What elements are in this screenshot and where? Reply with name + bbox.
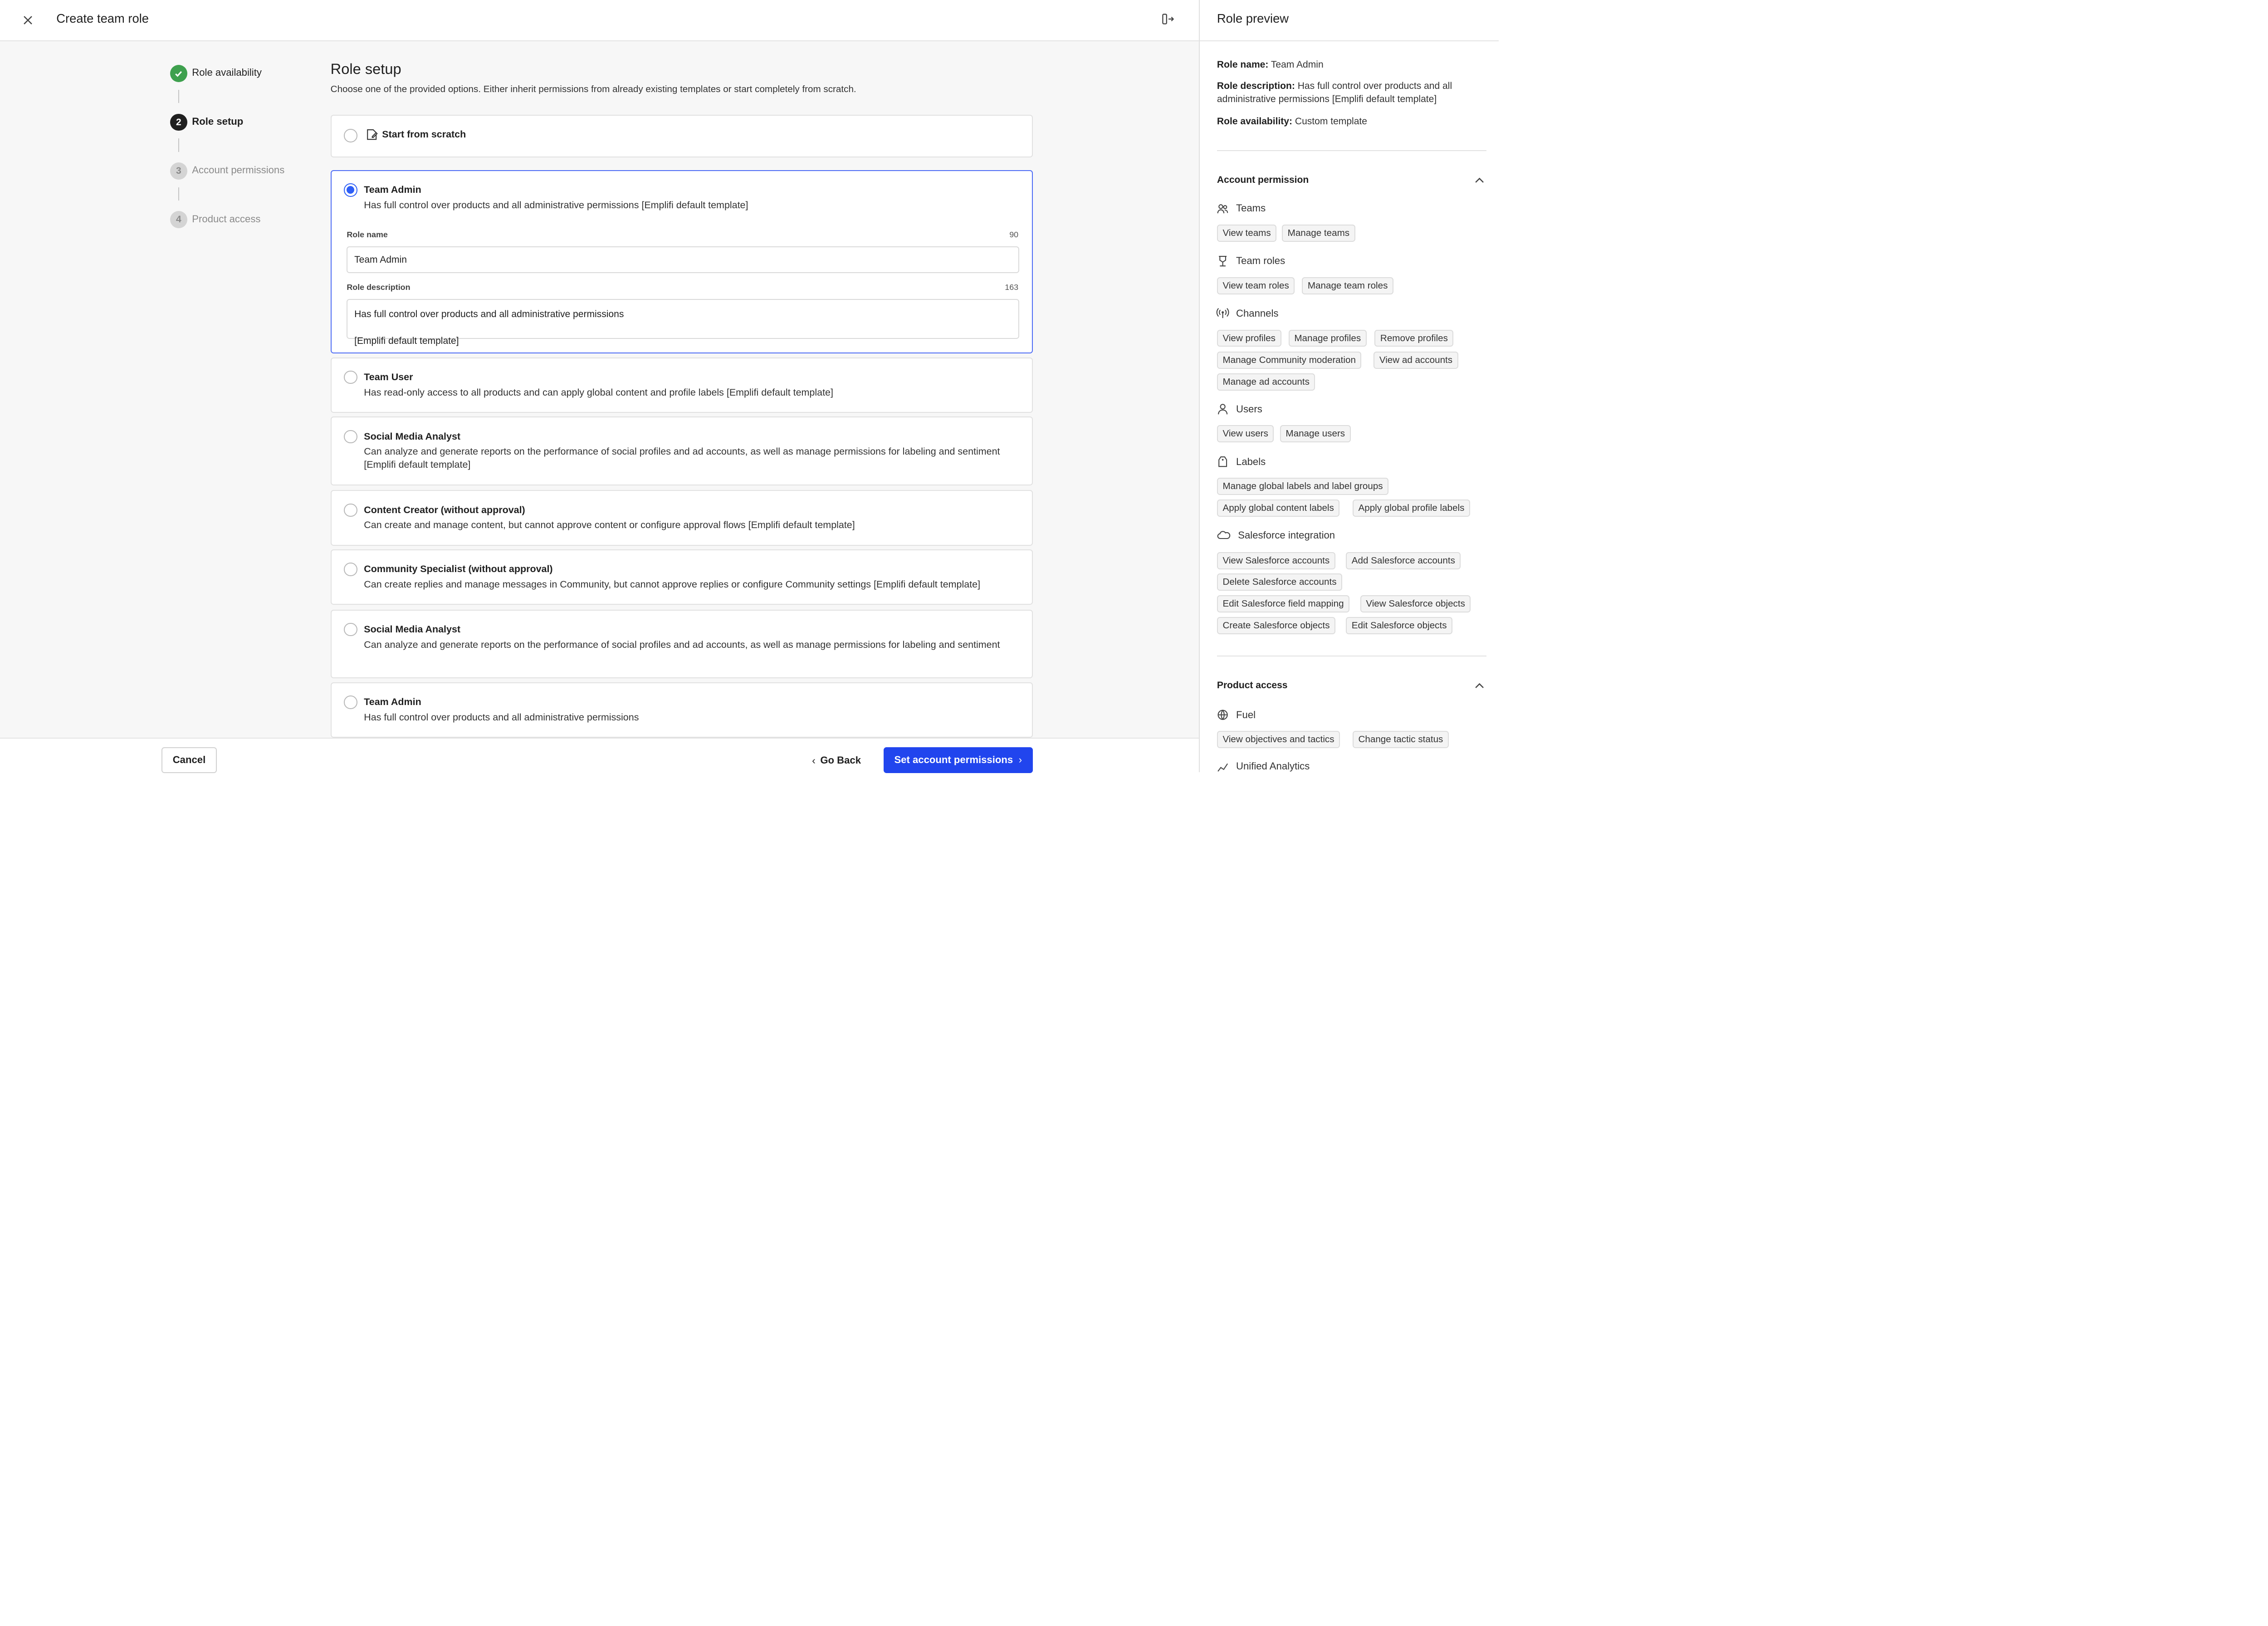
permission-group-channels [1217, 308, 1279, 319]
close-icon[interactable] [19, 11, 36, 29]
permission-tag: Delete Salesforce accounts [1217, 573, 1342, 591]
option-title: Team User [364, 372, 413, 383]
option-title: Start from scratch [382, 129, 466, 140]
preview-title: Role preview [1217, 11, 1289, 26]
account-permission-heading: Account permission [1217, 175, 1309, 186]
permission-tag: View teams [1217, 225, 1276, 242]
permission-tag: View Salesforce objects [1360, 595, 1471, 612]
permission-tag: View ad accounts [1374, 352, 1458, 369]
option-team-admin-custom[interactable] [331, 682, 1033, 738]
option-community-specialist[interactable] [331, 549, 1033, 605]
radio-button[interactable] [344, 504, 357, 517]
option-social-media-analyst-custom[interactable] [331, 610, 1033, 679]
permission-tag: Manage ad accounts [1217, 373, 1315, 391]
section-title: Role setup [330, 60, 401, 77]
permission-tag: Edit Salesforce field mapping [1217, 595, 1349, 612]
permission-tag: Apply global content labels [1217, 500, 1339, 517]
divider [1217, 150, 1486, 151]
option-social-media-analyst[interactable] [331, 416, 1033, 485]
channels-icon [1217, 308, 1228, 319]
analytics-icon [1217, 761, 1228, 772]
permission-tag: Manage users [1280, 425, 1351, 442]
option-description: Can analyze and generate reports on the performance of social profiles and ad accounts, as well as manage permissions for labeling and sentiment [Emplifi default template] [364, 446, 1000, 470]
permission-tag: Manage team roles [1302, 277, 1393, 294]
chevron-up-icon[interactable] [1474, 175, 1485, 186]
step-done-check-icon [170, 65, 187, 82]
option-description: Has full control over products and all administrative permissions [Emplifi default template] [364, 199, 748, 211]
team-roles-icon [1217, 255, 1228, 267]
permission-tag: Manage profiles [1289, 330, 1367, 347]
permission-group-team-roles [1217, 255, 1285, 267]
step-label: Account permissions [192, 164, 285, 176]
chevron-up-icon[interactable] [1474, 680, 1485, 691]
role-description-char-count: 163 [1005, 283, 1019, 292]
permission-tag: View Salesforce accounts [1217, 552, 1335, 569]
permission-group-salesforce [1217, 529, 1335, 541]
group-name: Channels [1236, 308, 1279, 319]
role-name-label: Role name [347, 230, 388, 240]
user-icon [1217, 403, 1228, 415]
role-description-textarea[interactable]: Has full control over products and all administrative permissions [Emplifi default template] [347, 299, 1019, 339]
group-name: Salesforce integration [1238, 529, 1335, 541]
step-number: 3 [170, 162, 187, 180]
permission-tag: Edit Salesforce objects [1346, 617, 1452, 634]
group-name: Labels [1236, 455, 1266, 467]
permission-tag: Add Salesforce accounts [1346, 552, 1461, 569]
option-description: Has read-only access to all products and can apply global content and profile labels [Emplifi default template] [364, 387, 833, 398]
product-group-unified-analytics [1217, 760, 1310, 772]
permission-tag: View team roles [1217, 277, 1295, 294]
value: Has full control over products and all administrative permissions [Emplifi default template] [1217, 80, 1452, 105]
collapse-panel-icon[interactable] [1159, 10, 1176, 28]
next-label: Set account permissions [894, 754, 1013, 766]
role-name-input[interactable] [347, 246, 1019, 273]
step-label: Product access [192, 213, 261, 225]
step-connector [178, 90, 179, 103]
preview-role-availability [1217, 115, 1485, 128]
chevron-right-icon: › [1018, 754, 1022, 766]
product-tag: Change tactic status [1353, 731, 1449, 748]
label-icon [1217, 456, 1228, 467]
chevron-left-icon: ‹ [812, 754, 816, 766]
cancel-button[interactable]: Cancel [161, 747, 217, 773]
option-title: Social Media Analyst [364, 431, 461, 442]
permission-group-labels [1217, 456, 1266, 468]
radio-button[interactable] [344, 695, 357, 709]
teams-icon [1217, 203, 1228, 214]
option-team-admin-selected[interactable] [331, 170, 1033, 353]
permission-group-users [1217, 403, 1262, 415]
option-title: Social Media Analyst [364, 624, 461, 635]
role-description-label: Role description [347, 283, 411, 292]
step-label: Role availability [192, 67, 262, 78]
label: Role availability: [1217, 116, 1293, 127]
permission-group-teams [1217, 202, 1266, 214]
step-connector [178, 138, 179, 152]
step-number: 4 [170, 211, 187, 228]
permission-tag: Create Salesforce objects [1217, 617, 1335, 634]
step-number: 2 [170, 114, 187, 131]
product-group-fuel [1217, 709, 1256, 721]
step-connector [178, 187, 179, 201]
permission-tag: Manage teams [1282, 225, 1355, 242]
option-description: Can analyze and generate reports on the performance of social profiles and ad accounts, as well as manage permissions for labeling and sentiment [364, 639, 1000, 650]
option-title: Community Specialist (without approval) [364, 563, 553, 575]
permission-tag: Manage Community moderation [1217, 352, 1362, 369]
option-title: Team Admin [364, 696, 421, 708]
role-name-char-count: 90 [1009, 230, 1019, 240]
group-name: Fuel [1236, 709, 1256, 720]
role-preview-panel [1199, 0, 1498, 772]
group-name: Unified Analytics [1236, 760, 1310, 772]
radio-button[interactable] [344, 129, 357, 142]
permission-tag: Remove profiles [1374, 330, 1453, 347]
section-description: Choose one of the provided options. Either inherit permissions from already existing templates or start completely from scratch. [330, 84, 856, 95]
product-access-heading: Product access [1217, 680, 1288, 691]
label: Role name: [1217, 59, 1269, 70]
fuel-icon [1217, 709, 1228, 720]
preview-role-name [1217, 58, 1485, 71]
radio-button[interactable] [344, 371, 357, 384]
top-bar [0, 0, 1199, 41]
label: Role description: [1217, 80, 1295, 91]
product-tag: View objectives and tactics [1217, 731, 1340, 748]
group-name: Users [1236, 403, 1262, 415]
step-label: Role setup [192, 115, 244, 127]
option-description: Can create and manage content, but cannot approve content or configure approval flows [Emplifi default template] [364, 519, 855, 531]
group-name: Team roles [1236, 255, 1286, 267]
permission-tag: Apply global profile labels [1353, 500, 1470, 517]
set-account-permissions-button[interactable] [884, 747, 1033, 773]
permission-tag: Manage global labels and label groups [1217, 478, 1388, 495]
option-start-from-scratch[interactable] [331, 115, 1033, 158]
page-title: Create team role [56, 11, 149, 26]
group-name: Teams [1236, 202, 1266, 214]
permission-tag: View profiles [1217, 330, 1281, 347]
app-window [0, 0, 1498, 772]
preview-header [1200, 0, 1499, 41]
go-back-button[interactable] [812, 749, 861, 772]
option-description: Can create replies and manage messages in Community, but cannot approve replies or configure Community settings [Emplifi default template] [364, 579, 981, 590]
option-description: Has full control over products and all administrative permissions [364, 711, 639, 723]
radio-button[interactable] [344, 623, 357, 636]
radio-button[interactable] [344, 430, 357, 443]
option-team-user[interactable] [331, 358, 1033, 413]
go-back-label: Go Back [820, 754, 861, 766]
radio-button[interactable] [344, 563, 357, 576]
footer-bar [0, 738, 1199, 772]
preview-role-description [1217, 79, 1485, 106]
value: Custom template [1295, 116, 1367, 127]
main-area [0, 41, 1199, 738]
option-title: Content Creator (without approval) [364, 504, 525, 515]
permission-tag: View users [1217, 425, 1274, 442]
option-title: Team Admin [364, 184, 421, 196]
scratch-document-icon [366, 129, 378, 141]
value: Team Admin [1271, 59, 1324, 70]
radio-button-checked[interactable] [344, 183, 357, 196]
option-content-creator[interactable] [331, 490, 1033, 545]
salesforce-icon [1217, 529, 1230, 541]
